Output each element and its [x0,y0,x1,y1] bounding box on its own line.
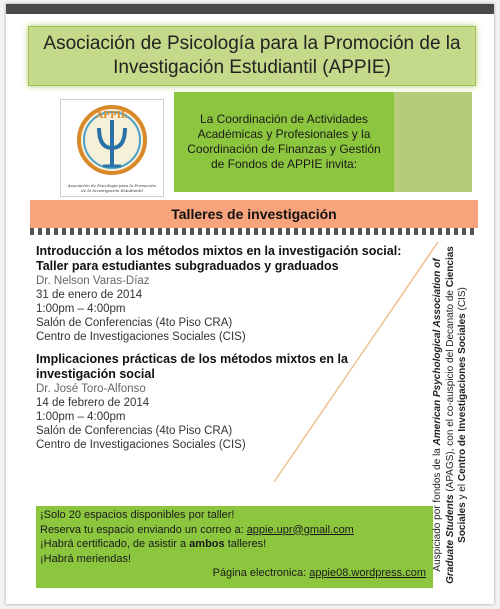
email-link[interactable]: appie.upr@gmail.com [246,523,354,536]
section-title: Talleres de investigación [171,206,337,222]
spots-notice: ¡Solo 20 espacios disponibles por taller! [40,509,235,521]
workshop-time: 1:00pm – 4:00pm [36,411,126,423]
flyer-title: Asociación de Psicología para la Promoción de la Investigación Estudiantil (APPIE) [43,33,461,78]
sponsor-text [432,240,470,590]
snacks-line: ¡Habrá meriendas! [40,552,132,565]
info-lines [40,508,432,581]
workshop-title: Introducción a los métodos mixtos en la investigación social: Taller para estudiantes subgraduados y graduados [36,244,402,273]
logo-text: APPIE [96,111,128,121]
workshop-1 [36,244,416,344]
flyer-page [6,4,494,604]
web-line [40,566,432,581]
workshop-presenter: Dr. Nelson Varas-Díaz [36,275,150,287]
sponsor-p7: (CIS) [457,287,468,314]
workshop-title: Implicaciones prácticas de los métodos mixtos en la investigación social [36,352,348,381]
sponsor-p1: Auspiciado por fondos de la [432,445,443,572]
workshop-2 [36,352,416,452]
certificate-bold: ambos [189,538,225,550]
invite-text: La Coordinación de Actividades Académicas y Profesionales y la Coordinación de Finanzas y Gestión de Fondos de APPIE invita: [187,112,381,171]
certificate-prefix: ¡Habrá certificado, de asistir a [40,538,190,550]
reserve-prefix: Reserva tu espacio enviando un correo a: [40,523,247,536]
web-prefix: Página electronica: [212,567,310,579]
workshop-center: Centro de Investigaciones Sociales (CIS) [36,439,246,451]
logo-caption: Asociación de Psicología para la Promoción de la Investigación Estudiantil [67,183,157,193]
sponsor-decanato: Ciencias Sociales [444,246,468,543]
workshop-date: 14 de febrero de 2014 [36,397,150,409]
web-link[interactable]: appie08.wordpress.com [309,567,426,579]
reserve-line [40,523,432,538]
workshop-time: 1:00pm – 4:00pm [36,303,126,315]
certificate-line [40,537,432,552]
sponsor-apags: American Psychological Association of Graduate Students [432,258,456,584]
sponsor-cis: Centro de Investigaciones Sociales [457,313,468,482]
sponsor-p5: y el [457,481,468,503]
workshop-room: Salón de Conferencias (4to Piso CRA) [36,425,233,437]
workshop-center: Centro de Investigaciones Sociales (CIS) [36,331,246,343]
certificate-suffix: talleres! [224,538,267,550]
workshop-date: 31 de enero de 2014 [36,289,143,301]
workshop-presenter: Dr. José Toro-Alfonso [36,383,146,395]
sponsor-p3: (APAGS), con el co-auspicio del Decanato de [444,287,456,495]
workshop-room: Salón de Conferencias (4to Piso CRA) [36,317,233,329]
workshops-list [36,244,416,460]
